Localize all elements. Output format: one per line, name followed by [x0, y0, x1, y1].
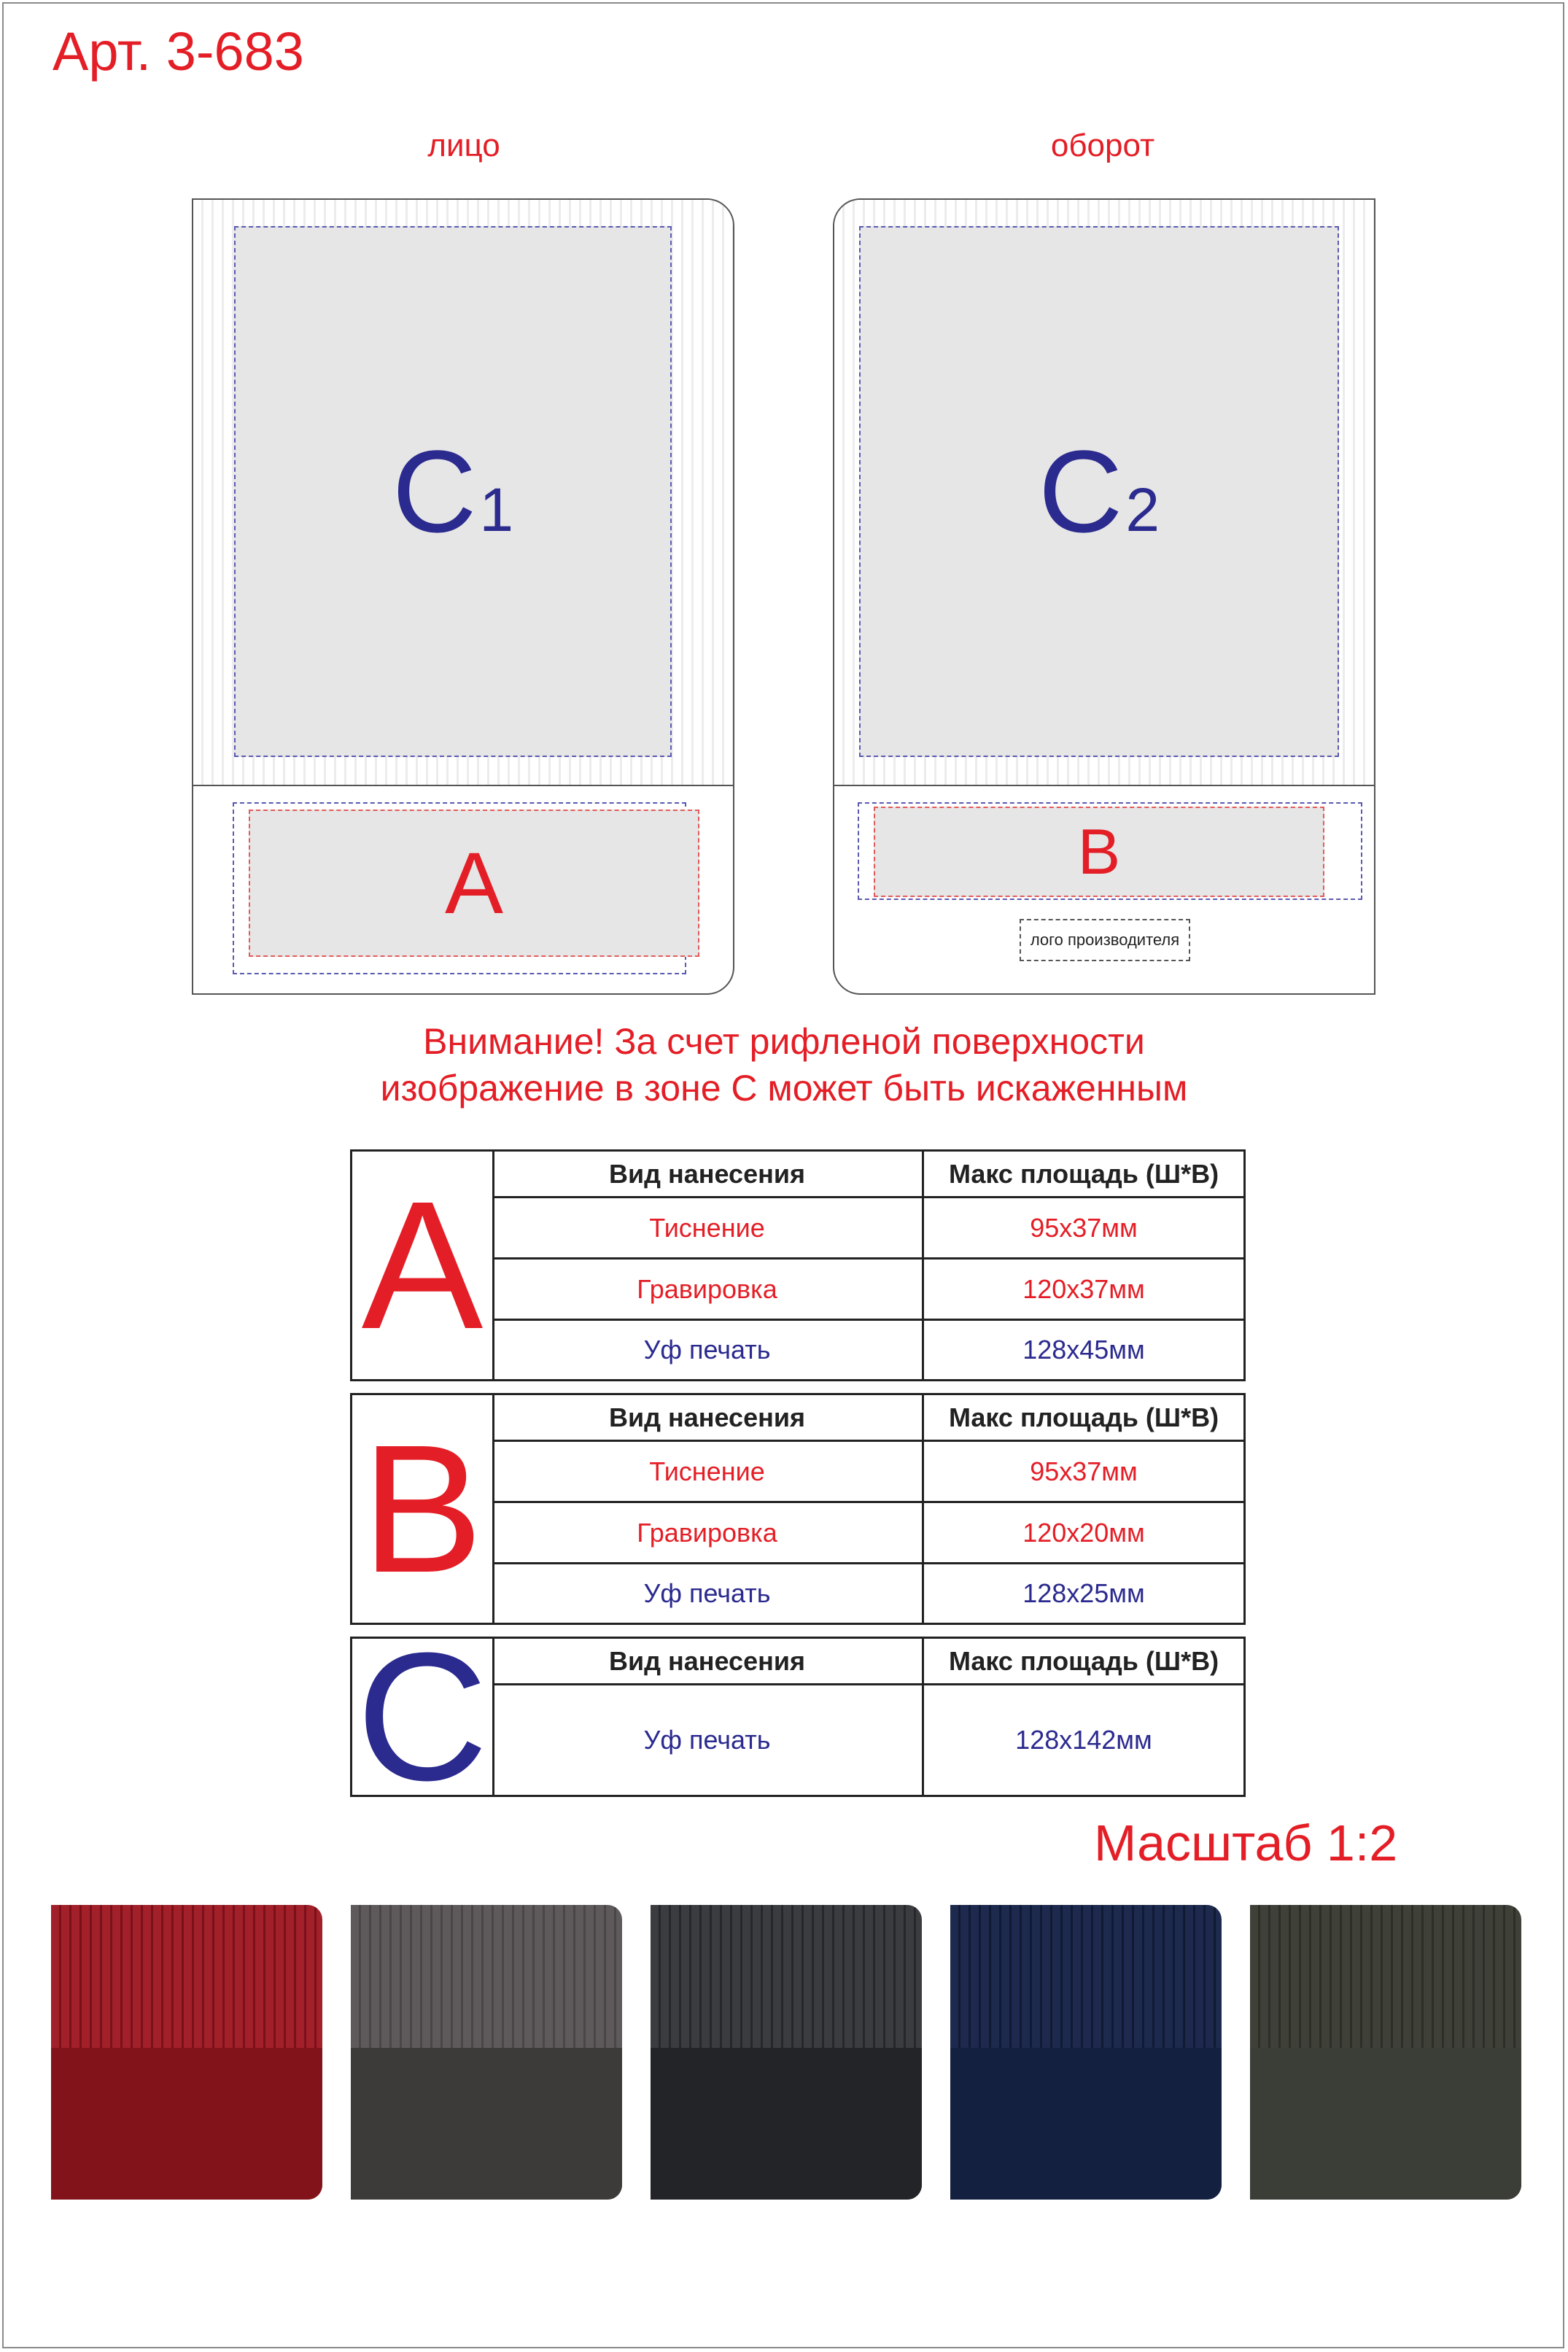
table-zone-a — [350, 1149, 1246, 1381]
front-zone-a-letter: A — [444, 834, 504, 932]
header-area: Макс площадь (Ш*В) — [948, 1645, 1219, 1676]
scale-label: Масштаб 1:2 — [1094, 1815, 1398, 1871]
table-a-letter: A — [352, 1152, 494, 1379]
back-zone-b — [874, 807, 1324, 897]
table-row — [492, 1503, 1243, 1564]
back-zone-c — [859, 226, 1339, 757]
swatch-navy — [950, 1905, 1222, 2200]
back-zone-c-letter: C — [1038, 426, 1123, 556]
area-cell: 120x37мм — [1022, 1273, 1145, 1304]
area-cell: 95x37мм — [1030, 1456, 1138, 1486]
method-cell: Тиснение — [492, 1198, 924, 1257]
swatch-grey — [351, 1905, 622, 2200]
method-cell: Гравировка — [492, 1260, 924, 1319]
table-row — [492, 1321, 1243, 1379]
front-zone-c-letter: C — [392, 426, 477, 556]
front-zone-a — [249, 810, 699, 957]
area-cell: 128x142мм — [1015, 1725, 1152, 1755]
method-cell: Гравировка — [492, 1503, 924, 1562]
swatch-olive-dark — [1250, 1905, 1521, 2200]
area-cell: 120x20мм — [1022, 1517, 1145, 1548]
method-cell: Уф печать — [492, 1685, 924, 1795]
front-label: лицо — [427, 128, 500, 163]
swatch-dark-grey — [651, 1905, 922, 2200]
front-zone-c — [234, 226, 672, 757]
table-zone-b — [350, 1393, 1246, 1625]
table-header-row — [492, 1639, 1243, 1685]
header-method: Вид нанесения — [492, 1639, 924, 1683]
header-area: Макс площадь (Ш*В) — [948, 1158, 1219, 1189]
table-row — [492, 1564, 1243, 1623]
method-cell: Уф печать — [492, 1321, 924, 1379]
method-cell: Уф печать — [492, 1564, 924, 1623]
table-row — [492, 1442, 1243, 1503]
front-zone-c-index: 1 — [479, 476, 514, 544]
swatch-red — [51, 1905, 322, 2200]
method-cell: Тиснение — [492, 1442, 924, 1501]
area-cell: 128x45мм — [1022, 1335, 1145, 1365]
front-cover — [192, 198, 734, 995]
table-row — [492, 1198, 1243, 1260]
manufacturer-logo-box — [1020, 919, 1190, 961]
warning-line-2: изображение в зоне С может быть искаженным — [380, 1068, 1188, 1109]
table-c-letter: C — [352, 1639, 494, 1795]
header-method: Вид нанесения — [492, 1395, 924, 1440]
table-row — [492, 1685, 1243, 1795]
area-cell: 128x25мм — [1022, 1578, 1145, 1608]
header-method: Вид нанесения — [492, 1152, 924, 1196]
table-row — [492, 1260, 1243, 1321]
warning-line-1: Внимание! За счет рифленой поверхности — [423, 1021, 1145, 1062]
back-label: оборот — [1050, 128, 1155, 163]
manufacturer-logo-text: лого производителя — [1030, 931, 1180, 949]
article-title: Арт. 3-683 — [53, 21, 304, 82]
table-b-letter: B — [352, 1395, 494, 1623]
table-header-row — [492, 1152, 1243, 1198]
back-cover — [833, 198, 1375, 995]
header-area: Макс площадь (Ш*В) — [948, 1402, 1219, 1432]
back-zone-b-letter: B — [1077, 815, 1121, 888]
area-cell: 95x37мм — [1030, 1212, 1138, 1243]
table-zone-c — [350, 1615, 1246, 1818]
back-zone-c-index: 2 — [1125, 476, 1160, 544]
table-header-row — [492, 1395, 1243, 1442]
